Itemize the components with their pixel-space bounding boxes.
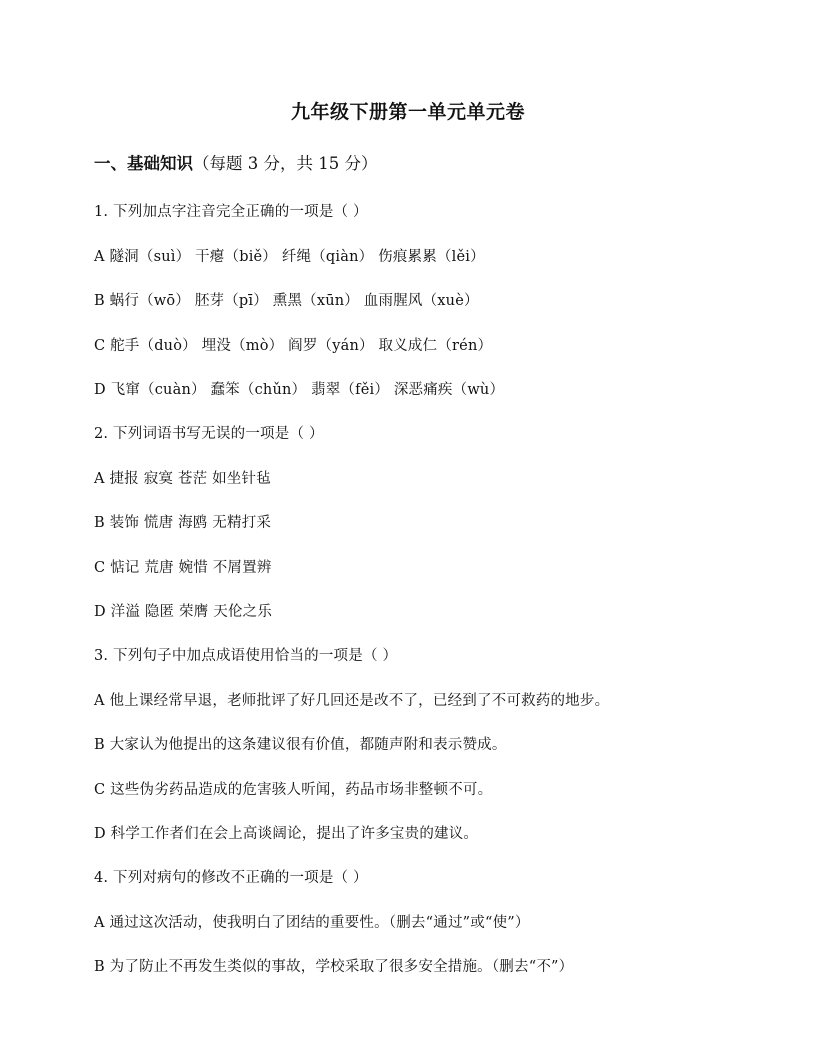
question-2-option-c: C 惦记 荒唐 婉惜 不屑置辨 [94, 560, 272, 576]
question-1: 1. 下列加点字注音完全正确的一项是（ ） [94, 204, 368, 220]
question-1-option-b: B 蜗行（wō） 胚芽（pī） 熏黑（xūn） 血雨腥风（xuè） [94, 293, 479, 309]
question-3-option-d: D 科学工作者们在会上高谈阔论，提出了许多宝贵的建议。 [94, 826, 479, 842]
section-heading-label: 一、基础知识 [94, 154, 193, 173]
question-2-option-a: A 捷报 寂寞 苍茫 如坐针毡 [94, 471, 271, 487]
question-4: 4. 下列对病句的修改不正确的一项是（ ） [94, 870, 368, 886]
question-1-option-c: C 舵手（duò） 埋没（mò） 阎罗（yán） 取义成仁（rén） [94, 338, 493, 354]
question-3-option-b: B 大家认为他提出的这条建议很有价值，都随声附和表示赞成。 [94, 737, 507, 753]
section-heading-note: （每题 3 分，共 15 分） [193, 154, 378, 173]
question-3-option-a: A 他上课经常早退，老师批评了好几回还是改不了，已经到了不可救药的地步。 [94, 693, 610, 709]
question-1-option-a: A 隧洞（suì） 干瘪（biě） 纤绳（qiàn） 伤痕累累（lěi） [94, 249, 485, 265]
question-2-option-b: B 装饰 慌唐 海鸥 无精打采 [94, 515, 272, 531]
question-4-option-a: A 通过这次活动，使我明白了团结的重要性。（删去“通过”或“使”） [94, 915, 530, 931]
question-2: 2. 下列词语书写无误的一项是（ ） [94, 426, 324, 442]
question-4-option-b: B 为了防止不再发生类似的事故，学校采取了很多安全措施。（删去“不”） [94, 959, 574, 975]
page-title: 九年级下册第一单元单元卷 [290, 101, 525, 123]
question-3: 3. 下列句子中加点成语使用恰当的一项是（ ） [94, 648, 398, 664]
question-1-option-d: D 飞窜（cuàn） 蠢笨（chǔn） 翡翠（fěi） 深恶痛疾（wù） [94, 382, 505, 398]
section-heading [94, 150, 377, 174]
question-2-option-d: D 洋溢 隐匿 荣膺 天伦之乐 [94, 604, 273, 620]
question-3-option-c: C 这些伪劣药品造成的危害骇人听闻，药品市场非整顿不可。 [94, 782, 493, 798]
